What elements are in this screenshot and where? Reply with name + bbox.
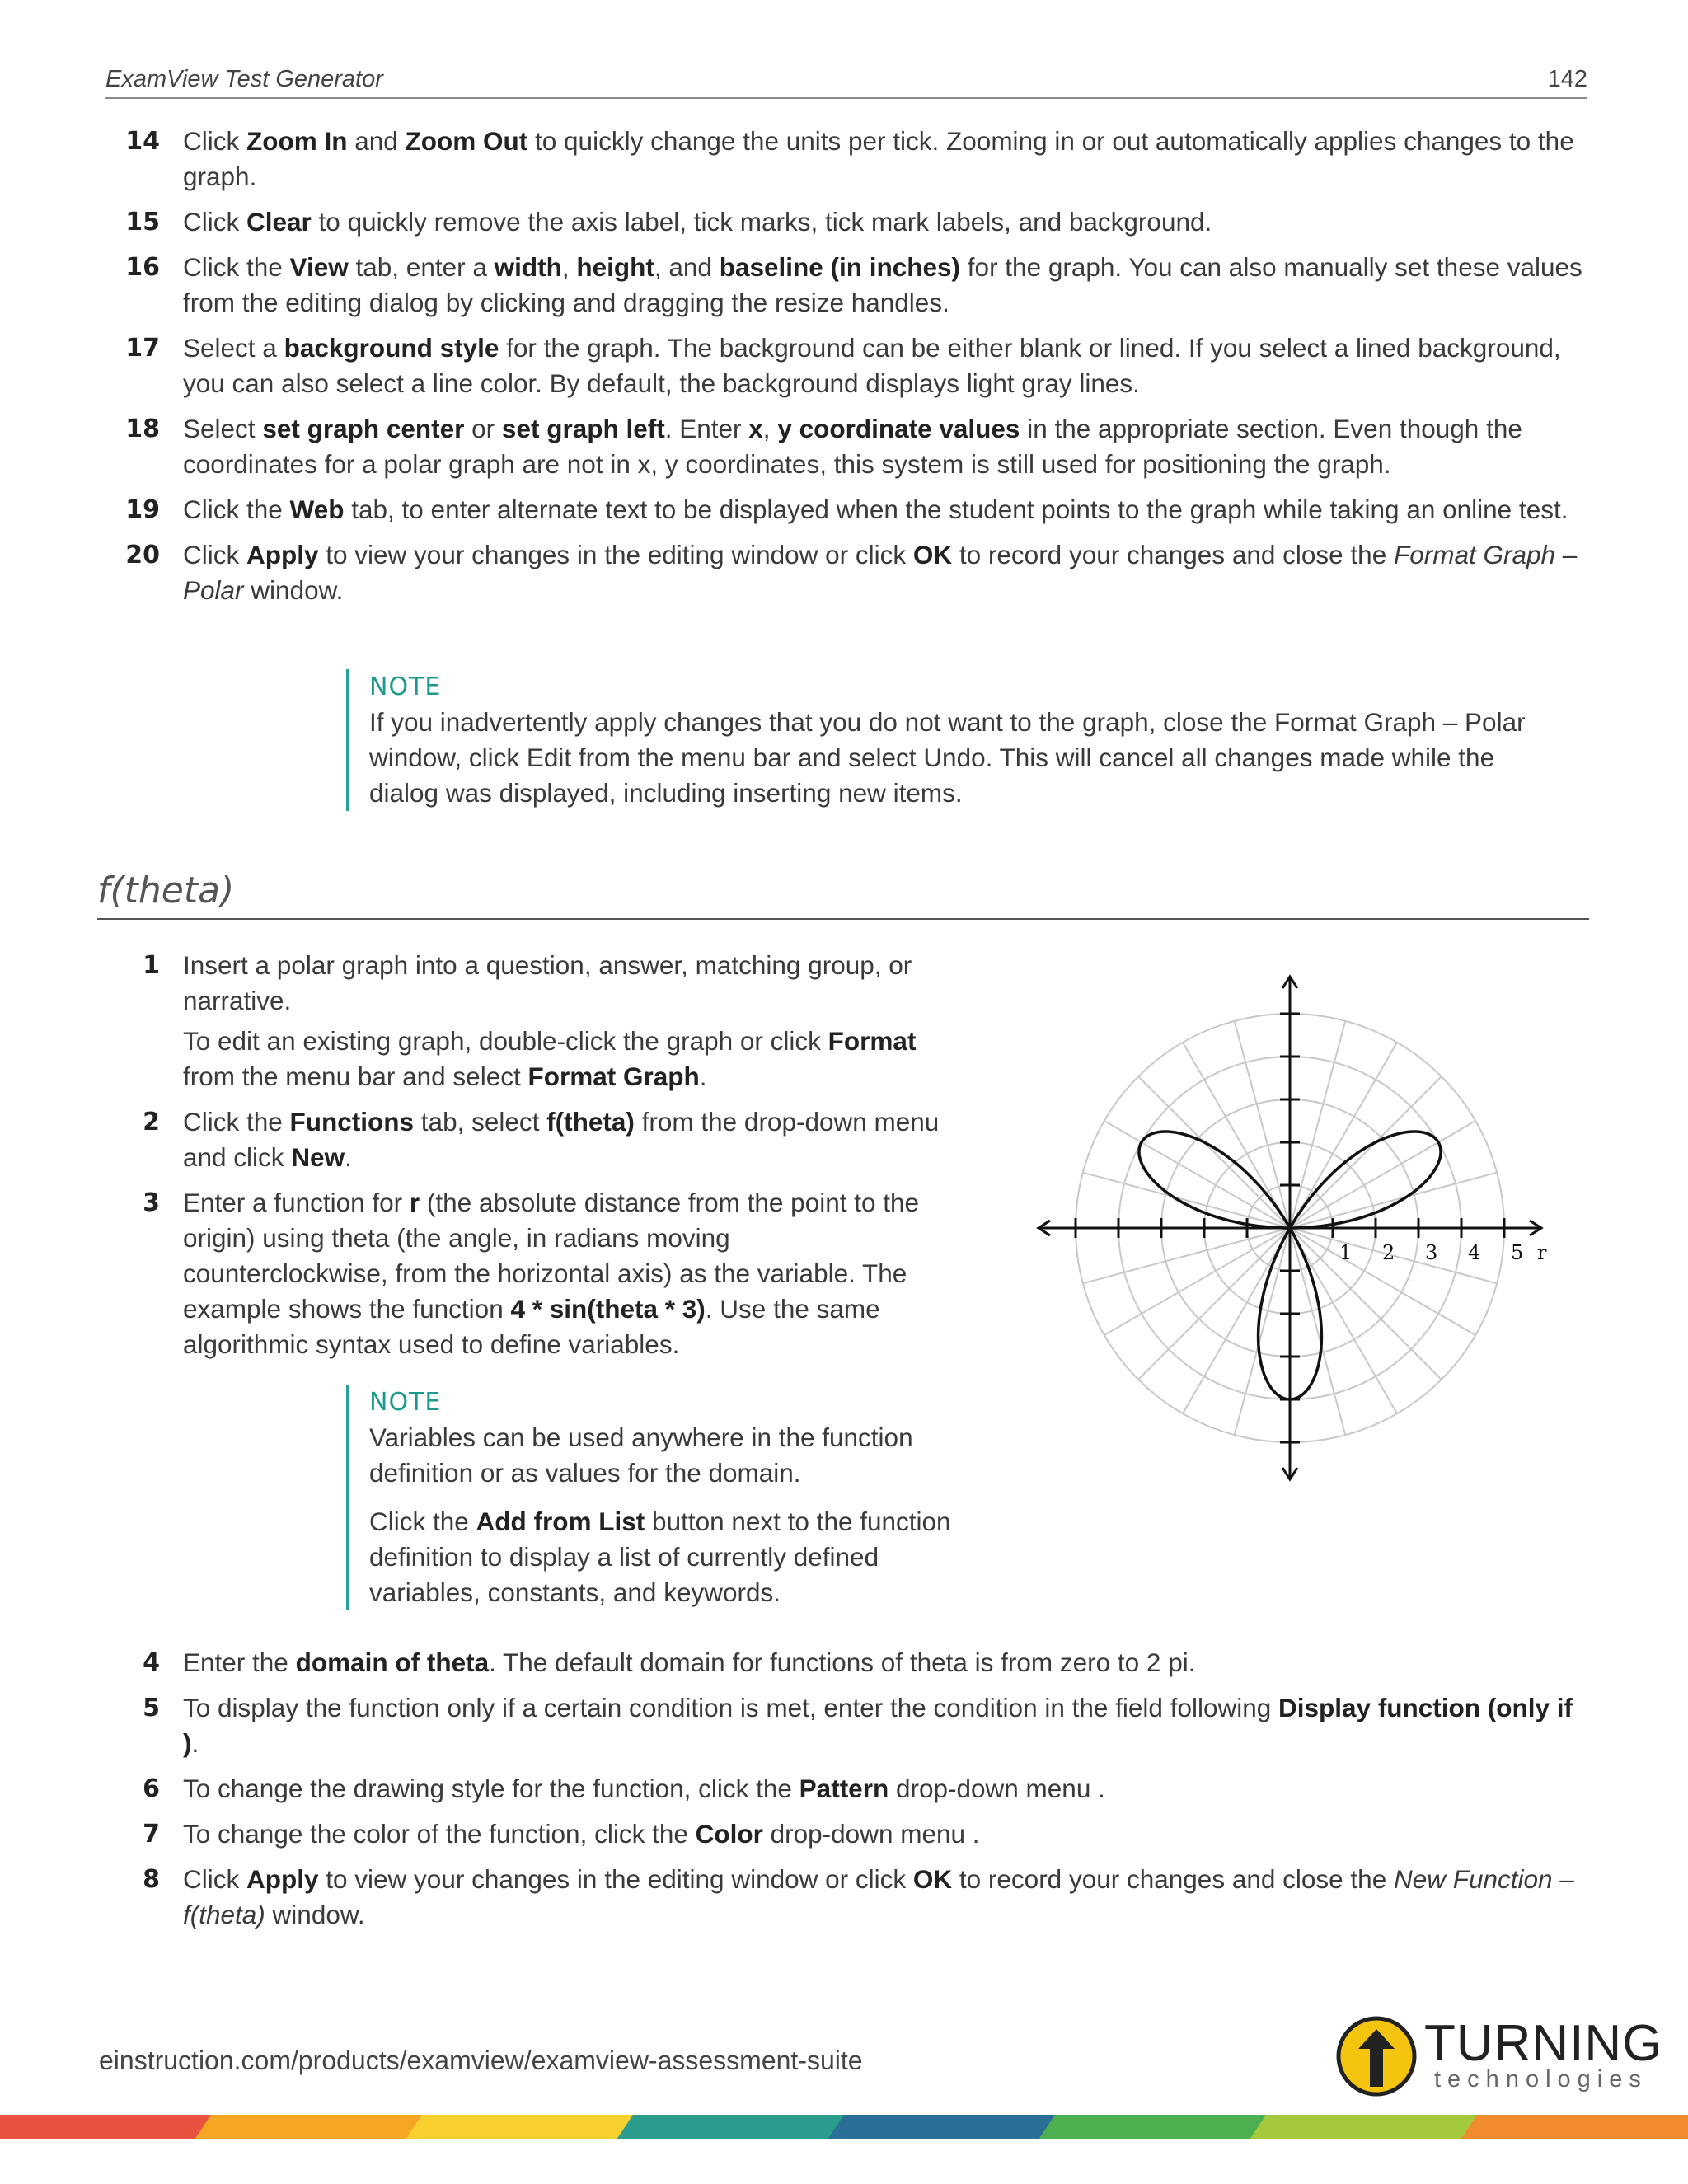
- turning-technologies-logo: [1334, 2011, 1663, 2102]
- step-text: Click Zoom In and Zoom Out to quickly change the units per tick. Zooming in or out automatically applies changes to the graph.: [183, 126, 1574, 191]
- footer-color-stripe: [0, 2115, 1688, 2139]
- steps-list-top: [107, 124, 1591, 618]
- note-box-undo: [346, 669, 1540, 811]
- grid-spoke: [1235, 1228, 1290, 1435]
- stripe-segment: [1461, 2115, 1688, 2139]
- grid-spoke: [1104, 1228, 1290, 1335]
- step-text: To change the color of the function, click the Color drop-down menu .: [183, 1819, 980, 1849]
- grid-spoke: [1290, 1121, 1475, 1228]
- step-number: 2: [143, 1108, 160, 1137]
- step-text: Click Apply to view your changes in the editing window or click OK to record your changes and close the Format Graph – Polar window.: [183, 540, 1578, 605]
- step-item: [107, 1771, 1591, 1807]
- grid-spoke: [1138, 1228, 1290, 1380]
- note-title: NOTE: [369, 673, 442, 701]
- step-number: 1: [143, 951, 160, 980]
- step-number: 19: [125, 495, 160, 524]
- step-text: Click the Web tab, to enter alternate text to be displayed when the student points to the graph while taking an online test.: [183, 494, 1568, 524]
- footer-url: einstruction.com/products/examview/examview-assessment-suite: [99, 2046, 863, 2075]
- step-number: 18: [125, 415, 160, 443]
- step-text: To display the function only if a certain condition is met, enter the condition in the field following Display function (only if ).: [183, 1693, 1573, 1758]
- steps-list-bottom: [107, 1645, 1591, 1943]
- axis-label-r: r: [1537, 1241, 1547, 1264]
- document-title: ExamView Test Generator: [106, 66, 383, 92]
- step-number: 8: [143, 1865, 160, 1894]
- stripe-segment: [617, 2115, 860, 2139]
- step-text: Select a background style for the graph. The background can be either blank or lined. If you select a lined background, you can also select a line color. By default, the background displays light gray lines.: [183, 333, 1561, 398]
- step-item: [107, 204, 1591, 240]
- step-subtext: To edit an existing graph, double-click the graph or click Format from the menu bar and select Format Graph.: [183, 1026, 917, 1091]
- step-text: Click Clear to quickly remove the axis label, tick marks, tick mark labels, and background.: [183, 207, 1212, 237]
- stripe-segment: [828, 2115, 1071, 2139]
- page-header: [106, 66, 1587, 99]
- grid-spoke: [1235, 1021, 1290, 1228]
- tick-label: 5: [1511, 1241, 1524, 1264]
- step-number: 5: [143, 1694, 160, 1722]
- step-item: [107, 1645, 1591, 1680]
- step-item: [107, 948, 940, 1094]
- step-item: [107, 1104, 940, 1175]
- step-number: 4: [143, 1648, 160, 1677]
- grid-spoke: [1290, 1228, 1345, 1435]
- grid-spoke: [1183, 1228, 1290, 1413]
- step-item: [107, 411, 1591, 482]
- step-item: [107, 1185, 940, 1362]
- step-text: Click the View tab, enter a width, height, and baseline (in inches) for the graph. You can also manually set these values from the editing dialog by clicking and dragging the resize handles.: [183, 252, 1582, 317]
- step-number: 15: [125, 208, 160, 237]
- step-number: 6: [143, 1774, 160, 1803]
- step-number: 16: [125, 253, 160, 282]
- step-item: [107, 124, 1591, 194]
- step-number: 20: [125, 541, 160, 569]
- stripe-segment: [1250, 2115, 1493, 2139]
- step-item: [107, 537, 1591, 608]
- grid-spoke: [1290, 1173, 1497, 1228]
- note-title: NOTE: [369, 1388, 442, 1417]
- step-text: Enter a function for r (the absolute distance from the point to the origin) using theta (the angle, in radians moving counterclockwise, from the horizontal axis) as the variable. The example shows the function 4 * sin(theta * 3). Use the same algorithmic syntax used to define variables.: [183, 1188, 920, 1359]
- grid-spoke: [1290, 1043, 1397, 1228]
- stripe-segment: [1039, 2115, 1282, 2139]
- grid-spoke: [1083, 1228, 1290, 1283]
- grid-spoke: [1290, 1228, 1442, 1380]
- polar-graph: [1018, 956, 1562, 1500]
- tick-label: 2: [1382, 1241, 1395, 1264]
- step-text: Select set graph center or set graph left. Enter x, y coordinate values in the appropriate section. Even though the coordinates for a polar graph are not in x, y coordinates, this system is still used for positioning the graph.: [183, 414, 1522, 479]
- grid-spoke: [1138, 1076, 1290, 1228]
- tick-label: 3: [1425, 1241, 1438, 1264]
- step-number: 7: [143, 1820, 160, 1849]
- step-number: 17: [125, 334, 160, 363]
- note-text: Variables can be used anywhere in the function definition or as values for the domain.: [369, 1422, 913, 1488]
- step-item: [107, 492, 1591, 527]
- step-text: Enter the domain of theta. The default domain for functions of theta is from zero to 2 pi.: [183, 1647, 1196, 1677]
- step-number: 14: [125, 127, 160, 156]
- step-text: Insert a polar graph into a question, answer, matching group, or narrative.: [183, 950, 912, 1015]
- grid-spoke: [1083, 1173, 1290, 1228]
- grid-spoke: [1104, 1121, 1290, 1228]
- svg-text:technologies: technologies: [1434, 2066, 1648, 2093]
- page-number: 142: [1547, 66, 1587, 92]
- step-text: Click Apply to view your changes in the editing window or click OK to record your changes and close the New Function – f(theta) window.: [183, 1864, 1574, 1929]
- step-item: [107, 1816, 1591, 1852]
- stripe-segment: [406, 2115, 649, 2139]
- step-item: [107, 250, 1591, 321]
- svg-text:TURNING: TURNING: [1424, 2015, 1663, 2072]
- step-item: [107, 1690, 1591, 1761]
- stripe-segment: [195, 2115, 438, 2139]
- grid-spoke: [1290, 1021, 1345, 1228]
- step-text: To change the drawing style for the function, click the Pattern drop-down menu .: [183, 1774, 1105, 1803]
- step-item: [107, 1862, 1591, 1933]
- note-text: If you inadvertently apply changes that you do not want to the graph, close the Format Graph – Polar window, click Edit from the menu bar and select Undo. This will cancel all changes made while the dialog was displayed, including inserting new items.: [369, 707, 1526, 808]
- note-text-add-from-list: Click the Add from List button next to the function definition to display a list of currently defined variables, constants, and keywords.: [369, 1507, 951, 1607]
- step-text: Click the Functions tab, select f(theta) from the drop-down menu and click New.: [183, 1107, 940, 1172]
- stripe-segment: [0, 2115, 227, 2139]
- tick-label: 4: [1468, 1241, 1481, 1264]
- tick-label: 1: [1339, 1241, 1353, 1264]
- grid-spoke: [1290, 1076, 1442, 1228]
- step-number: 3: [143, 1188, 160, 1217]
- section-title: f(theta): [97, 869, 1589, 920]
- grid-spoke: [1183, 1043, 1290, 1228]
- step-item: [107, 330, 1591, 401]
- note-box-variables: [346, 1385, 963, 1610]
- steps-list-ftheta: [107, 948, 940, 1372]
